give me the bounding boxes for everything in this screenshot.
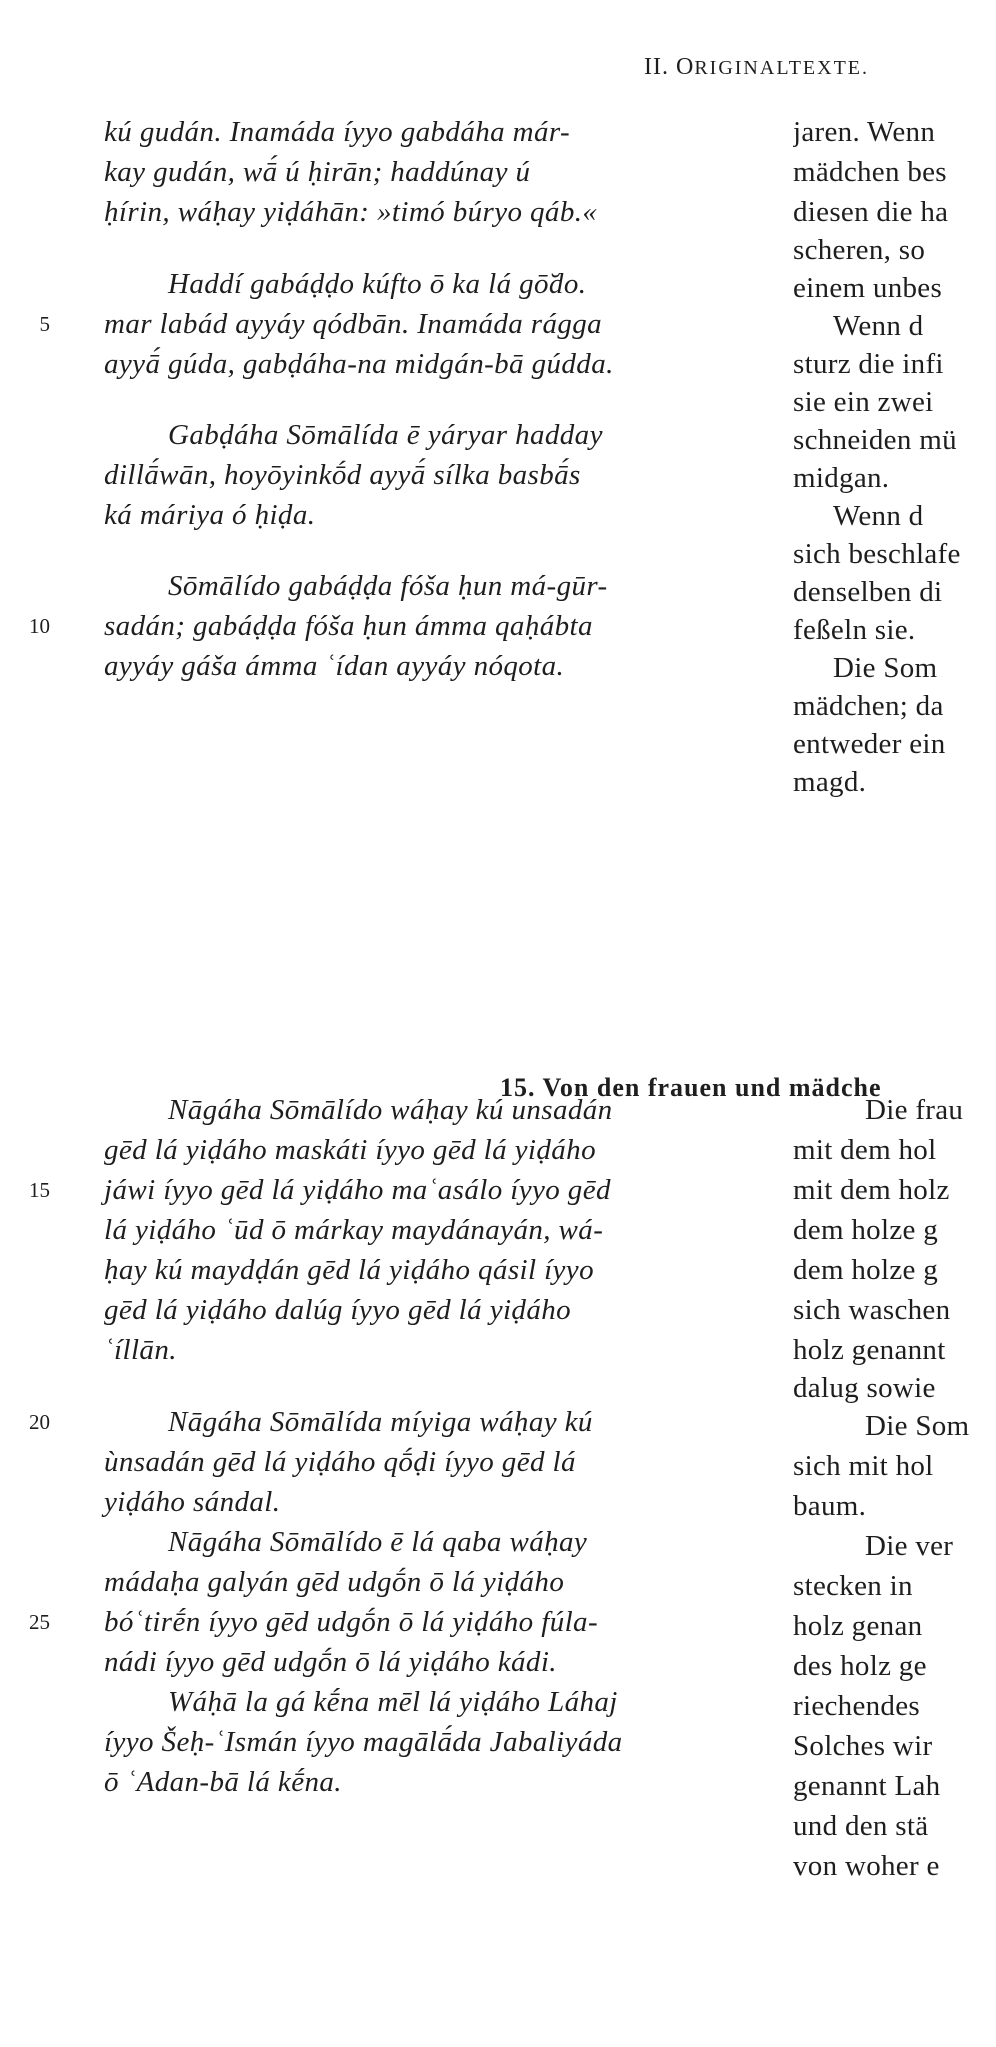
text-line: von woher e xyxy=(793,1850,940,1882)
text-line: ō ʿAdan-bā lá kḗna. xyxy=(104,1766,342,1798)
text-line: jaren. Wenn xyxy=(793,116,936,148)
text-line: Nāgáha Sōmālído wáḥay kú unsadán xyxy=(168,1094,613,1126)
text-line: sich mit hol xyxy=(793,1450,934,1482)
text-line: sich beschlafe xyxy=(793,538,961,570)
text-line: genannt Lah xyxy=(793,1770,941,1802)
text-line: magd. xyxy=(793,766,867,798)
german-translation-column xyxy=(793,0,996,2047)
line-number: 5 xyxy=(39,312,50,336)
text-line: und den stä xyxy=(793,1810,929,1842)
text-line: schneiden mü xyxy=(793,424,957,456)
text-line: ḥay kú maydḍán gēd lá yiḍáho qásil íyyo xyxy=(104,1254,594,1286)
text-line: Die frau xyxy=(865,1094,964,1126)
text-line: Die Som xyxy=(833,652,938,684)
text-line: mit dem hol xyxy=(793,1134,937,1166)
text-line: sadán; gabáḍḍa fóša ḥun ámma qaḥábta xyxy=(104,610,593,642)
text-line: sie ein zwei xyxy=(793,386,934,418)
text-line: bóʿtirḗn íyyo gēd udgṓn ō lá yiḍáho fúla- xyxy=(104,1606,599,1638)
text-line: stecken in xyxy=(793,1570,913,1602)
text-line: Wenn d xyxy=(833,500,924,532)
text-line: Solches wir xyxy=(793,1730,933,1762)
section-title: 15. Von den frauen und mädche xyxy=(500,1073,882,1102)
text-line: lá yiḍáho ʿūd ō márkay maydánayán, wá- xyxy=(104,1214,604,1246)
text-line: Nāgáha Sōmālído ē lá qaba wáḥay xyxy=(168,1526,588,1558)
text-line: denselben di xyxy=(793,576,943,608)
text-line: ká máriya ó ḥiḍa. xyxy=(104,499,316,531)
text-line: mädchen; da xyxy=(793,690,944,722)
text-line: mit dem holz xyxy=(793,1174,950,1206)
text-line: dillā́wān, hoyōyinkṓd ayyā́ sílka basbā́s xyxy=(104,459,581,491)
text-line: íyyo Šeḥ-ʿIsmán íyyo magālā́da Jabaliyáda xyxy=(104,1726,623,1758)
line-number: 10 xyxy=(29,614,50,638)
text-line: holz genannt xyxy=(793,1334,946,1366)
text-line: Die ver xyxy=(865,1530,954,1562)
text-line: mádaḥa galyán gēd udgṓn ō lá yiḍáho xyxy=(104,1566,565,1598)
text-line: baum. xyxy=(793,1490,867,1522)
text-line: ayyā́ gúda, gabḍáha-na midgán-bā gúdda. xyxy=(104,348,614,380)
line-number: 15 xyxy=(29,1178,50,1202)
text-line: midgan. xyxy=(793,462,890,494)
text-line: Sōmālído gabáḍḍa fóša ḥun má-gūr- xyxy=(168,570,608,602)
text-line: nádi íyyo gēd udgṓn ō lá yiḍáho kádi. xyxy=(104,1646,557,1678)
text-line: jáwi íyyo gēd lá yiḍáho maʿasálo íyyo gēd xyxy=(104,1174,611,1206)
text-line: mar labád ayyáy qódbān. Inamáda rágga xyxy=(104,308,603,340)
line-number: 20 xyxy=(29,1410,50,1434)
text-line: einem unbes xyxy=(793,272,943,304)
text-line: ḥírin, wáḥay yiḍáhān: »timó búryo qáb.« xyxy=(104,196,598,228)
text-line: Wáḥā la gá kḗna mēl lá yiḍáho Láhaj xyxy=(168,1686,618,1718)
text-line: kú gudán. Inamáda íyyo gabdáha már- xyxy=(104,116,571,148)
text-line: Gabḍáha Sōmālída ē yáryar hadday xyxy=(168,419,603,451)
header-title-rest: RIGINALTEXTE. xyxy=(694,57,870,79)
text-line: diesen die ha xyxy=(793,196,949,228)
text-line: holz genan xyxy=(793,1610,923,1642)
text-line: gēd lá yiḍáho maskáti íyyo gēd lá yiḍáho xyxy=(104,1134,596,1166)
text-line: gēd lá yiḍáho dalúg íyyo gēd lá yiḍáho xyxy=(104,1294,572,1326)
text-line: scheren, so xyxy=(793,234,926,266)
header-prefix: II. xyxy=(644,54,676,80)
text-line: kay gudán, wā́ ú ḥirān; haddúnay ú xyxy=(104,156,531,188)
text-line: dalug sowie xyxy=(793,1372,936,1404)
text-line: mädchen bes xyxy=(793,156,947,188)
text-line: sturz die infi xyxy=(793,348,944,380)
text-line: ùnsadán gēd lá yiḍáho qṓḍi íyyo gēd lá xyxy=(104,1446,576,1478)
text-line: Nāgáha Sōmālída míyiga wáḥay kú xyxy=(168,1406,593,1438)
text-line: sich waschen xyxy=(793,1294,951,1326)
text-line: des holz ge xyxy=(793,1650,927,1682)
line-number: 25 xyxy=(29,1610,50,1634)
text-line: Die Som xyxy=(865,1410,970,1442)
text-line: ayyáy gáša ámma ʿídan ayyáy nóqota. xyxy=(104,650,565,682)
text-line: entweder ein xyxy=(793,728,946,760)
text-line: Wenn d xyxy=(833,310,924,342)
text-line: ʿíllān. xyxy=(104,1334,177,1366)
text-line: Haddí gabáḍḍo kúfto ō ka lá gō̆do. xyxy=(168,268,587,300)
text-line: dem holze g xyxy=(793,1214,939,1246)
text-line: yiḍáho sándal. xyxy=(104,1486,281,1518)
header-title-initial: O xyxy=(675,54,695,80)
text-line: feßeln sie. xyxy=(793,614,916,646)
text-line: riechendes xyxy=(793,1690,920,1722)
text-line: dem holze g xyxy=(793,1254,939,1286)
